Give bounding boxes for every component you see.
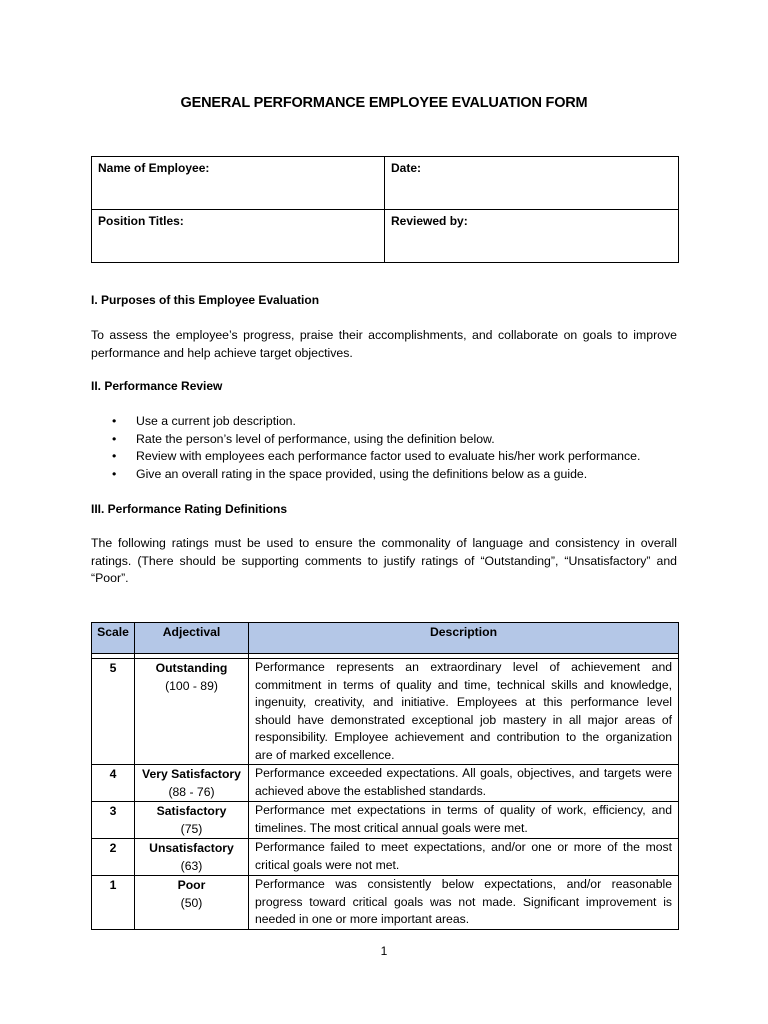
adjectival-name: Very Satisfactory [142, 767, 241, 781]
reviewed-by-label: Reviewed by: [385, 210, 679, 263]
adjectival-name: Satisfactory [156, 804, 227, 818]
position-titles-label: Position Titles: [92, 210, 385, 263]
table-row [92, 802, 679, 839]
scale-value: 4 [92, 765, 135, 802]
performance-review-list [91, 413, 691, 483]
score-range: (100 - 89) [165, 678, 218, 693]
scale-value: 1 [92, 876, 135, 930]
adjectival-cell [135, 802, 249, 839]
table-row [92, 876, 679, 930]
table-row [92, 659, 679, 765]
scale-value: 5 [92, 659, 135, 765]
score-range: (88 - 76) [168, 784, 215, 799]
section-1-heading: I. Purposes of this Employee Evaluation [91, 293, 320, 307]
description-cell: Performance exceeded expectations. All goals, objectives, and targets were achieved above the established standards. [249, 765, 679, 802]
employee-info-table [91, 156, 679, 263]
list-item: • Give an overall rating in the space provided, using the definitions below as a guide. [91, 466, 691, 484]
description-cell: Performance met expectations in terms of quality of work, efficiency, and timelines. The most critical annual goals were met. [249, 802, 679, 839]
page-title: GENERAL PERFORMANCE EMPLOYEE EVALUATION FORM [180, 95, 588, 111]
table-row [92, 765, 679, 802]
score-range: (63) [180, 858, 203, 873]
adjectival-cell [135, 765, 249, 802]
adjectival-column-header: Adjectival [135, 623, 249, 654]
adjectival-cell [135, 659, 249, 765]
list-item: • Review with employees each performance factor used to evaluate his/her work performance. [91, 448, 691, 466]
section-3-body: The following ratings must be used to ensure the commonality of language and consistency in overall ratings. (There should be supporting comments to justify ratings of “Outstanding”, “Unsatisfactory” and “Poor”. [91, 536, 677, 585]
section-2-heading: II. Performance Review [91, 379, 223, 393]
scale-value: 3 [92, 802, 135, 839]
scale-value: 2 [92, 839, 135, 876]
date-label: Date: [385, 157, 679, 210]
list-item: • Rate the person’s level of performance, using the definition below. [91, 431, 691, 449]
page-number: 1 [380, 944, 388, 958]
list-item: • Use a current job description. [91, 413, 691, 431]
name-of-employee-label: Name of Employee: [92, 157, 385, 210]
adjectival-name: Outstanding [155, 661, 228, 675]
description-cell: Performance was consistently below expectations, and/or reasonable progress toward critical goals was not made. Significant improvement is needed in one or more important areas. [249, 876, 679, 930]
section-1-body: To assess the employee’s progress, praise their accomplishments, and collaborate on goals to improve performance and help achieve target objectives. [91, 328, 677, 360]
adjectival-cell [135, 839, 249, 876]
scale-column-header: Scale [92, 623, 135, 654]
table-header-row [92, 623, 679, 654]
description-cell: Performance failed to meet expectations, and/or one or more of the most critical goals were not met. [249, 839, 679, 876]
table-row [92, 839, 679, 876]
adjectival-name: Poor [177, 878, 206, 892]
rating-definitions-table [91, 622, 679, 930]
adjectival-name: Unsatisfactory [149, 841, 234, 855]
score-range: (75) [180, 821, 203, 836]
score-range: (50) [180, 895, 203, 910]
description-column-header: Description [249, 623, 679, 654]
section-3-heading: III. Performance Rating Definitions [91, 502, 288, 516]
description-cell: Performance represents an extraordinary level of achievement and commitment in terms of quality and time, technical skills and knowledge, ingenuity, creativity, and initiative. Employees at this performance level should have demonstrated exceptional job mastery in all major areas of responsibility. Employee achievement and contribution to the organization are of marked excellence. [249, 659, 679, 765]
adjectival-cell [135, 876, 249, 930]
